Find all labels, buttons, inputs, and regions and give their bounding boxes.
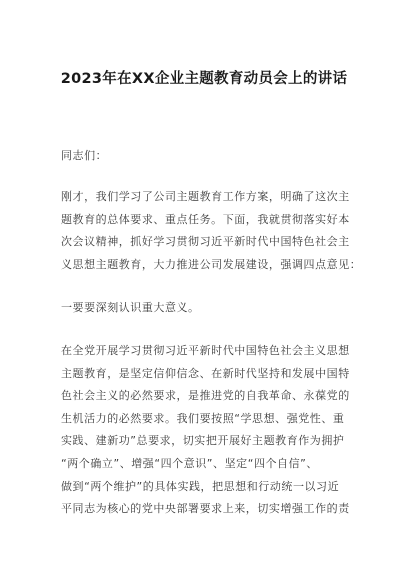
- body-line: 在全党开展学习贯彻习近平新时代中国特色社会主义思想: [61, 344, 350, 357]
- intro-paragraph: [61, 186, 361, 276]
- body-line: 生机活力的必然要求。我们要按照“学思想、强党性、重: [61, 411, 345, 425]
- body-line: 色社会主义的必然要求，是推进党的自我革命、永葆党的: [61, 389, 350, 403]
- intro-line: 义思想主题教育，大力推进公司发展建设，强调四点意见：: [61, 257, 362, 271]
- body-line: 实践、建新功”总要求，切实把开展好主题教育作为拥护: [61, 434, 345, 448]
- body-line: 做到“两个维护”的具体实践，把思想和行动统一以习近: [61, 479, 340, 493]
- intro-line: 次会议精神，抓好学习贯彻习近平新时代中国特色社会主: [61, 235, 350, 249]
- intro-line: 刚才，我们学习了公司主题教育工作方案，明确了这次主: [61, 190, 350, 203]
- intro-line: 题教育的总体要求、重点任务。下面，我就贯彻落实好本: [61, 212, 350, 226]
- document-title: 2023年在XX企业主题教育动员会上的讲话: [60, 71, 348, 87]
- section-heading-paragraph: [61, 297, 361, 320]
- body-line: 主题教育，是坚定信仰信念、在新时代坚持和发展中国特: [61, 366, 350, 380]
- body-line: 平同志为核心的党中央部署要求上来，切实增强工作的责: [61, 502, 350, 516]
- greeting-text: 同志们：: [61, 149, 108, 162]
- body-paragraph: [61, 340, 361, 521]
- greeting-paragraph: [61, 145, 361, 168]
- body-line: “两个确立”、增强“四个意识”、坚定“四个自信”、: [61, 456, 318, 470]
- section-heading: 一要要深刻认识重大意义。: [61, 301, 200, 314]
